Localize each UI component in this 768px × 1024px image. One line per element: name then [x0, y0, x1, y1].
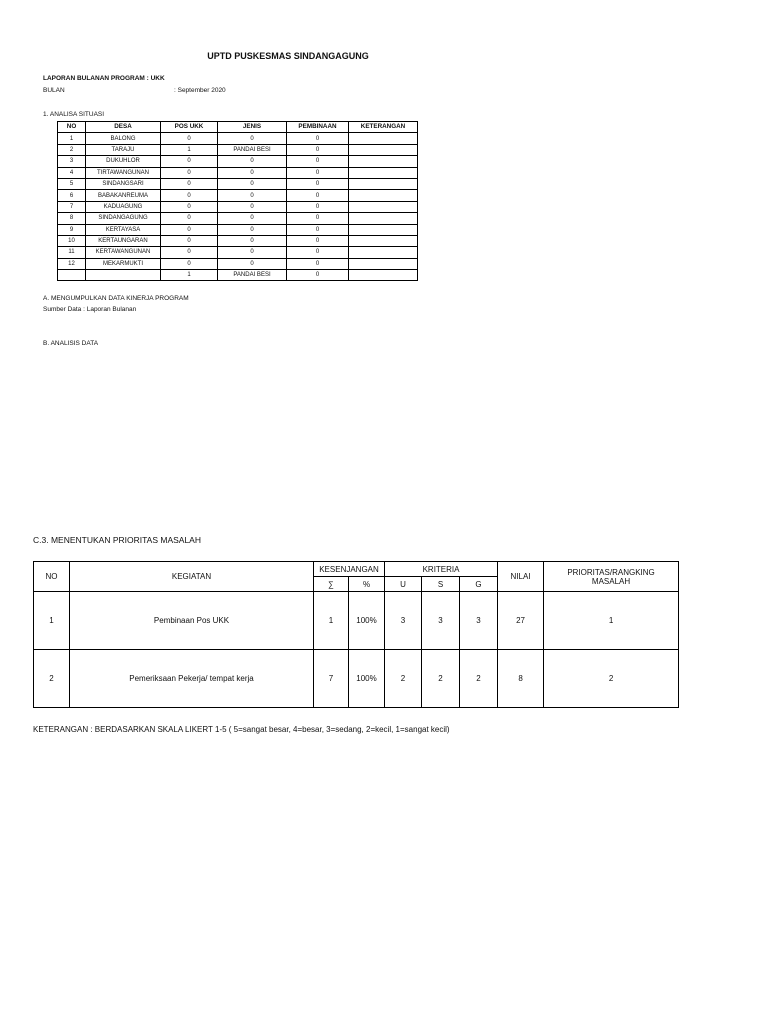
table-cell: [349, 144, 418, 155]
table-cell: 0: [218, 201, 287, 212]
header-kegiatan: KEGIATAN: [70, 562, 314, 592]
table-cell: 0: [287, 201, 349, 212]
column-header: POS UKK: [161, 122, 218, 133]
column-header: KETERANGAN: [349, 122, 418, 133]
table-cell: 6: [58, 190, 86, 201]
row-s: 3: [422, 592, 460, 650]
table-row: [58, 167, 418, 178]
priority-row: [34, 650, 679, 708]
table-cell: 0: [161, 213, 218, 224]
table-cell: [349, 213, 418, 224]
table-cell: 0: [161, 201, 218, 212]
header-no: NO: [34, 562, 70, 592]
table-cell: TARAJU: [86, 144, 161, 155]
table-cell: 0: [287, 258, 349, 269]
table-cell: [349, 235, 418, 246]
row-sigma: 1: [314, 592, 349, 650]
table-cell: 0: [161, 247, 218, 258]
table-cell: 0: [218, 213, 287, 224]
table-cell: TIRTAWANGUNAN: [86, 167, 161, 178]
report-program-label: LAPORAN BULANAN PROGRAM : UKK: [43, 75, 165, 82]
table-cell: 0: [287, 224, 349, 235]
table-cell: 1: [161, 144, 218, 155]
table-row: [58, 144, 418, 155]
table-cell: 0: [287, 247, 349, 258]
table-cell: SINDANGAGUNG: [86, 213, 161, 224]
table-cell: 0: [161, 167, 218, 178]
priority-table: [33, 561, 679, 708]
month-value: : September 2020: [174, 87, 226, 94]
table-cell: 8: [58, 213, 86, 224]
total-row: [58, 270, 418, 281]
table-cell: SINDANGSARI: [86, 178, 161, 189]
table-cell: KERTAUNGARAN: [86, 235, 161, 246]
header-kriteria: KRITERIA: [385, 562, 498, 577]
header-s: S: [422, 577, 460, 592]
table-cell: 0: [218, 224, 287, 235]
table-cell: BABAKANREUMA: [86, 190, 161, 201]
table-cell: 0: [287, 178, 349, 189]
table-row: [58, 235, 418, 246]
table-cell: [349, 270, 418, 281]
column-header: PEMBINAAN: [287, 122, 349, 133]
table-cell: 5: [58, 178, 86, 189]
header-u: U: [385, 577, 422, 592]
table-cell: 0: [161, 178, 218, 189]
table-cell: 0: [161, 156, 218, 167]
table-cell: 0: [218, 133, 287, 144]
row-no: 2: [34, 650, 70, 708]
table-cell: [349, 178, 418, 189]
row-percent: 100%: [349, 650, 385, 708]
table-cell: 12: [58, 258, 86, 269]
column-header: NO: [58, 122, 86, 133]
table-cell: [349, 201, 418, 212]
table-cell: KADUAGUNG: [86, 201, 161, 212]
likert-note: KETERANGAN : BERDASARKAN SKALA LIKERT 1-5 ( 5=sangat besar, 4=besar, 3=sedang, 2=kecil, 1=sangat kecil): [33, 725, 450, 734]
table-cell: 0: [218, 178, 287, 189]
table-cell: 0: [161, 190, 218, 201]
table-cell: 0: [287, 190, 349, 201]
table-cell: 0: [287, 270, 349, 281]
table-row: [58, 133, 418, 144]
table-cell: 1: [58, 133, 86, 144]
table-row: [58, 213, 418, 224]
row-u: 2: [385, 650, 422, 708]
situation-table: [57, 121, 418, 281]
table-cell: 9: [58, 224, 86, 235]
table-cell: KERTAYASA: [86, 224, 161, 235]
table-cell: 0: [218, 190, 287, 201]
table-cell: 0: [218, 247, 287, 258]
section-a-heading: A. MENGUMPULKAN DATA KINERJA PROGRAM: [43, 295, 189, 302]
row-rank: 2: [544, 650, 679, 708]
table-header-row: [58, 122, 418, 133]
table-cell: KERTAWANGUNAN: [86, 247, 161, 258]
column-header: JENIS: [218, 122, 287, 133]
table-cell: 0: [161, 224, 218, 235]
table-cell: 0: [287, 235, 349, 246]
row-s: 2: [422, 650, 460, 708]
table-cell: [349, 156, 418, 167]
table-cell: 0: [161, 133, 218, 144]
table-cell: 0: [218, 156, 287, 167]
table-cell: 0: [218, 258, 287, 269]
table-row: [58, 247, 418, 258]
table-cell: MEKARMUKTI: [86, 258, 161, 269]
situation-analysis-heading: 1. ANALISA SITUASI: [43, 111, 105, 118]
table-cell: 3: [58, 156, 86, 167]
row-nilai: 8: [498, 650, 544, 708]
table-cell: 1: [161, 270, 218, 281]
row-g: 3: [460, 592, 498, 650]
table-cell: 0: [287, 213, 349, 224]
table-cell: PANDAI BESI: [218, 270, 287, 281]
table-cell: 10: [58, 235, 86, 246]
column-header: DESA: [86, 122, 161, 133]
header-nilai: NILAI: [498, 562, 544, 592]
row-kegiatan: Pembinaan Pos UKK: [70, 592, 314, 650]
table-cell: [349, 258, 418, 269]
table-cell: 2: [58, 144, 86, 155]
table-cell: [349, 133, 418, 144]
table-cell: 0: [287, 156, 349, 167]
row-kegiatan: Pemeriksaan Pekerja/ tempat kerja: [70, 650, 314, 708]
table-row: [58, 258, 418, 269]
table-cell: BALONG: [86, 133, 161, 144]
section-b-heading: B. ANALISIS DATA: [43, 340, 99, 347]
row-g: 2: [460, 650, 498, 708]
priority-row: [34, 592, 679, 650]
table-cell: [58, 270, 86, 281]
header-kesenjangan: KESENJANGAN: [314, 562, 385, 577]
table-cell: 0: [287, 144, 349, 155]
row-no: 1: [34, 592, 70, 650]
header-prioritas: PRIORITAS/RANGKING MASALAH: [544, 562, 679, 592]
table-row: [58, 224, 418, 235]
table-cell: 4: [58, 167, 86, 178]
table-cell: [349, 167, 418, 178]
table-cell: 0: [287, 167, 349, 178]
table-row: [58, 156, 418, 167]
row-rank: 1: [544, 592, 679, 650]
row-percent: 100%: [349, 592, 385, 650]
table-cell: [349, 224, 418, 235]
table-cell: 0: [218, 167, 287, 178]
table-row: [58, 178, 418, 189]
header-g: G: [460, 577, 498, 592]
row-sigma: 7: [314, 650, 349, 708]
table-row: [58, 201, 418, 212]
row-nilai: 27: [498, 592, 544, 650]
section-c-heading: C.3. MENENTUKAN PRIORITAS MASALAH: [33, 535, 201, 545]
priority-header-row: [34, 562, 679, 577]
month-label: BULAN: [43, 87, 65, 94]
table-cell: 0: [287, 133, 349, 144]
table-cell: 11: [58, 247, 86, 258]
table-cell: [86, 270, 161, 281]
table-cell: 0: [218, 235, 287, 246]
table-cell: PANDAI BESI: [218, 144, 287, 155]
table-cell: [349, 190, 418, 201]
table-cell: 0: [161, 258, 218, 269]
table-row: [58, 190, 418, 201]
data-source: Sumber Data : Laporan Bulanan: [43, 306, 137, 313]
header-sigma: ∑: [314, 577, 349, 592]
table-cell: DUKUHLOR: [86, 156, 161, 167]
table-cell: [349, 247, 418, 258]
header-percent: %: [349, 577, 385, 592]
table-cell: 7: [58, 201, 86, 212]
table-cell: 0: [161, 235, 218, 246]
document-title: UPTD PUSKESMAS SINDANGAGUNG: [207, 51, 369, 61]
row-u: 3: [385, 592, 422, 650]
